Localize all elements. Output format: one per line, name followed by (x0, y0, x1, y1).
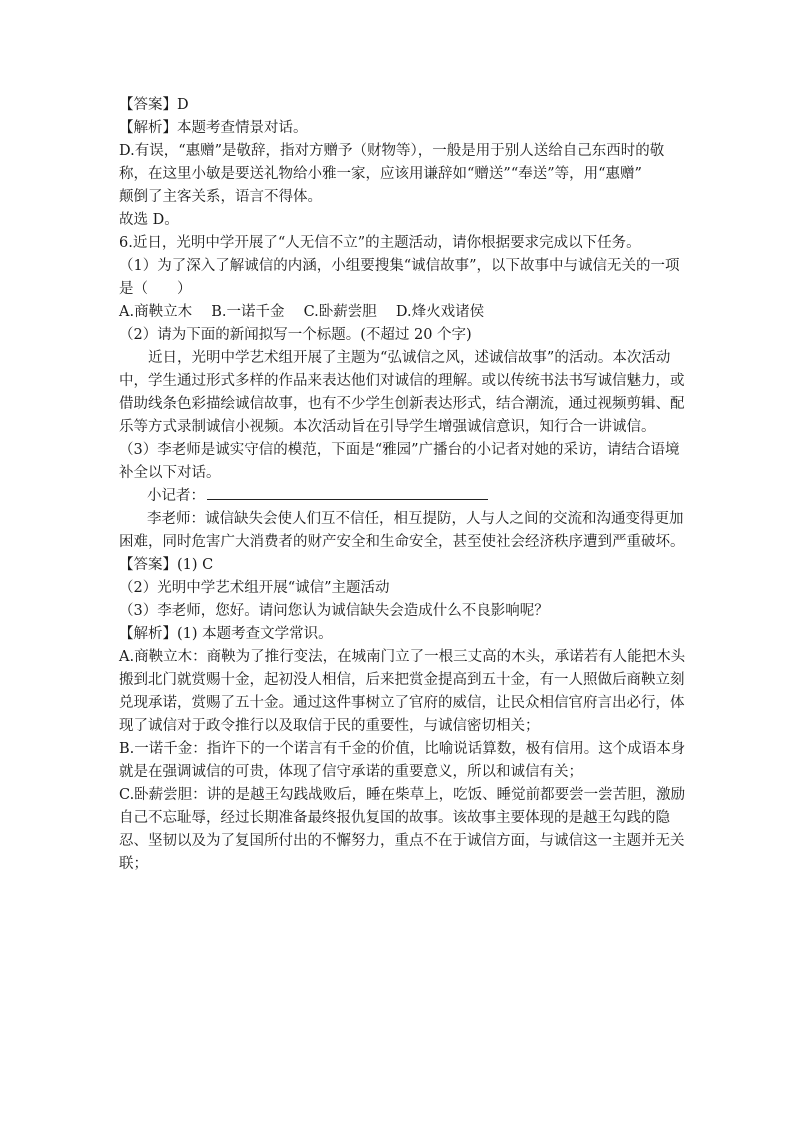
answer-part-3: （3）李老师，您好。请问您认为诚信缺失会造成什么不良影响呢？ (119, 603, 549, 619)
analysis-text-line: 就是在强调诚信的可贵，体现了信守承诺的重要意义，所以和诚信有关； (119, 764, 583, 780)
question-6-part-3: （3）李老师是诚实守信的模范，下面是“雅园”广播台的小记者对她的采访，请结合语境 (119, 442, 680, 458)
analysis-text-line: D.有误，“惠赠”是敬辞，指对方赠予（财物等），一般是用于别人送给自己东西时的敬 (119, 143, 665, 159)
question-6-part-2: （2）请为下面的新闻拟写一个标题。(不超过 20 个字) (119, 327, 472, 343)
question-6-options: A.商鞅立木 B.一诺千金 C.卧薪尝胆 D.烽火戏诸侯 (119, 304, 485, 320)
document-body (119, 94, 686, 876)
analysis-text-line: 颠倒了主客关系，语言不得体。 (119, 189, 322, 205)
analysis-text-line: 忍、坚韧以及为了复国所付出的不懈努力，重点不在于诚信方面，与诚信这一主题并无关 (119, 833, 685, 849)
reporter-label: 小记者： (147, 488, 205, 504)
teacher-reply-line: 李老师：诚信缺失会使人们互不信任，相互提防，人与人之间的交流和沟通变得更加 (147, 511, 684, 527)
answer-label-q5: 【答案】D (119, 97, 189, 113)
analysis-text-line: 称，在这里小敏是要送礼物给小雅一家，应该用谦辞如“赠送”“奉送”等，用“惠赠” (119, 166, 642, 182)
analysis-text-line: 现了诚信对于政令推行以及取信于民的重要性，与诚信密切相关； (119, 718, 540, 734)
reporter-line (119, 485, 679, 508)
answer-blank-line (207, 485, 488, 500)
analysis-option-c: C.卧薪尝胆：讲的是越王勾践战败后，睡在柴草上，吃饭、睡觉前都要尝一尝苦胆，激励 (119, 787, 686, 803)
answer-label-q6: 【答案】(1) C (119, 557, 214, 573)
question-6-part-1: （1）为了深入了解诚信的内涵，小组要搜集“诚信故事”，以下故事中与诚信无关的一项 (119, 258, 680, 274)
news-paragraph-line: 近日，光明中学艺术组开展了主题为“弘诚信之风，述诚信故事”的活动。本次活动 (148, 350, 671, 366)
analysis-text-line: 自己不忘耻辱，经过长期准备最终报仇复国的故事。该故事主要体现的是越王勾践的隐 (119, 810, 670, 826)
analysis-option-b: B.一诺千金：指许下的一个诺言有千金的价值，比喻说话算数，极有信用。这个成语本身 (119, 741, 686, 757)
analysis-text-line: 兑现承诺，赏赐了五十金。通过这件事树立了官府的威信，让民众相信官府言出必行，体 (119, 695, 685, 711)
analysis-text-line: 联； (119, 856, 148, 872)
question-6-part-1-cont: 是（ ） (119, 281, 192, 297)
teacher-reply-line: 困难，同时危害广大消费者的财产安全和生命安全，甚至使社会经济秩序遭到严重破坏。 (119, 534, 685, 550)
news-paragraph-line: 中，学生通过形式多样的作品来表达他们对诚信的理解。或以传统书法书写诚信魅力，或 (119, 373, 685, 389)
news-paragraph-line: 借助线条色彩描绘诚信故事，也有不少学生创新表达形式，结合潮流，通过视频剪辑、配 (119, 396, 685, 412)
answer-part-2: （2）光明中学艺术组开展“诚信”主题活动 (119, 580, 390, 596)
question-6-stem: 6.近日，光明中学开展了“人无信不立”的主题活动，请你根据要求完成以下任务。 (119, 235, 641, 251)
analysis-label-q6: 【解析】(1) 本题考查文学常识。 (119, 626, 333, 642)
analysis-option-a: A.商鞅立木：商鞅为了推行变法，在城南门立了一根三丈高的木头，承诺若有人能把木头 (119, 649, 686, 665)
question-6-part-3-cont: 补全以下对话。 (119, 465, 221, 481)
conclusion-line: 故选 D。 (119, 212, 179, 228)
news-paragraph-line: 乐等方式录制诚信小视频。本次活动旨在引导学生增强诚信意识，知行合一讲诚信。 (119, 419, 656, 435)
analysis-text-line: 搬到北门就赏赐十金，起初没人相信，后来把赏金提高到五十金，有一人照做后商鞅立刻 (119, 672, 685, 688)
analysis-label-q5: 【解析】本题考查情景对话。 (119, 120, 308, 136)
